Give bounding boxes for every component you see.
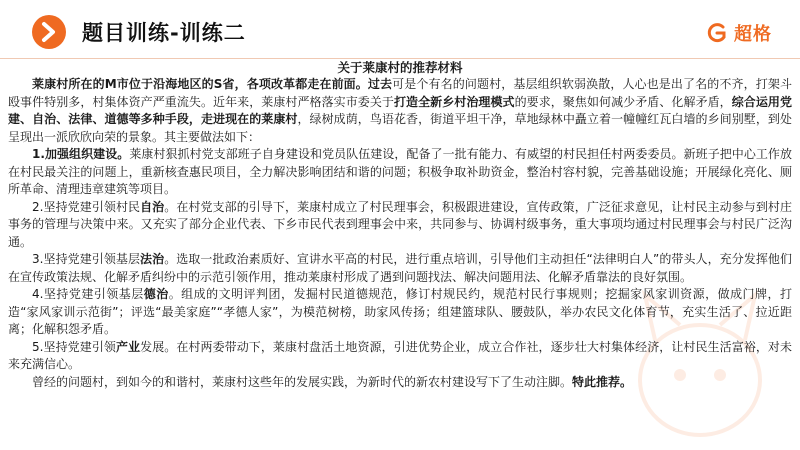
- item-3-paragraph: [8, 251, 792, 286]
- item-4-paragraph: [8, 286, 792, 339]
- item-2-text: 。在村党支部的引导下，莱康村成立了村民理事会，积极跟进建设，宣传政策，广泛征求意见，让村民主动参与到村庄事务的管理与决策中来。又充实了部分企业代表、下乡市民代表到理事会中来，共同参与、协调村级事务，重大事项均通过村民理事会与村民广泛沟通。: [8, 199, 792, 249]
- item-5-lead: 5.坚持党建引领: [32, 339, 116, 354]
- intro-bold-2: 综合运用党建、自治、法律、道德等多种手段，走进现在的莱康村: [8, 94, 792, 126]
- item-1-text: 莱康村狠抓村党支部班子自身建设和党员队伍建设，配备了一批有能力、有威望的村民担任村两委委员。新班子把中心工作放在村民最关注的问题上，重新核查惠民项目，全力解决影响团结和谐的问题；积极争取补助资金，整治村容村貌，完善基础设施；开展绿化亮化、厕所革命、清理违章建筑等项目。: [8, 147, 792, 196]
- item-3-text: 。选取一批政治素质好、宣讲水平高的村民，进行重点培训，引导他们主动担任“法律明白人”的带头人，充分发挥他们在宣传政策法规、化解矛盾纠纷中的示范引领作用，推动莱康村形成了遇到问题找法、解决问题用法、化解矛盾靠法的良好氛围。: [8, 252, 792, 284]
- closing-paragraph: [8, 374, 792, 392]
- item-1-lead: 1.加强组织建设。: [32, 147, 130, 161]
- intro-text-1: 可是个有名的问题村，基层组织软弱涣散，人心也是出了名的不齐，打架斗殴事件特别多，村集体资产严重流失。近年来，莱康村严格落实市委关于: [8, 77, 792, 109]
- intro-text-2: 的要求，聚焦如何减少矛盾、化解矛盾，: [514, 94, 732, 109]
- item-2-lead: 2.坚持党建引领村民: [32, 199, 141, 214]
- item-3-lead: 3.坚持党建引领基层: [32, 252, 141, 266]
- intro-bold-1: 打造全新乡村治理模式: [393, 94, 515, 109]
- closing-text: 曾经的问题村，到如今的和谐村，莱康村这些年的发展实践，为新时代的新农村建设写下了生动注脚。: [32, 374, 573, 389]
- item-5-key: 产业: [115, 339, 141, 354]
- item-2-paragraph: [8, 199, 792, 252]
- intro-lead: 莱康村所在的M市位于沿海地区的S省，各项改革都走在前面。过去: [32, 77, 393, 91]
- closing-recommend: 特此推荐。: [572, 374, 633, 389]
- item-4-lead: 4.坚持党建引领基层: [32, 287, 144, 301]
- item-3-key: 法治: [140, 252, 165, 266]
- page-title: 题目训练-训练二: [82, 21, 246, 45]
- item-5-text: 发展。在村两委带动下，莱康村盘活土地资源，引进优势企业，成立合作社，逐步壮大村集体经济，让村民生活富裕，对未来充满信心。: [8, 339, 792, 371]
- brand-name: 超格: [734, 24, 772, 45]
- intro-paragraph: [8, 76, 792, 146]
- arrow-right-icon: [32, 15, 66, 49]
- header-bar: [0, 0, 800, 60]
- document-body: [8, 59, 792, 391]
- item-4-key: 德治: [143, 287, 169, 301]
- brand-logo-icon: [706, 22, 728, 44]
- item-1-paragraph: [8, 146, 792, 199]
- brand: [706, 20, 772, 46]
- item-2-key: 自治: [140, 199, 165, 214]
- intro-text-3: ，绿树成荫，鸟语花香，街道平坦干净，草地绿林中矗立着一幢幢红瓦白墙的乡间别墅，到处呈现出一派欣欣向荣的景象。其主要做法如下：: [8, 112, 792, 144]
- item-4-text: 。组成的文明评判团，发掘村民道德规范，修订村规民约，规范村民行事规则；挖掘家风家训资源，做成门牌，打造“家风家训示范街”；评选“最美家庭”“孝德人家”，为模范树榜，助家风传扬；组建篮球队、腰鼓队，举办农民文化体育节，充实生活了、拉近距离；化解积怨矛盾。: [8, 287, 792, 336]
- document-title: 关于莱康村的推荐材料: [337, 60, 463, 75]
- item-5-paragraph: [8, 339, 792, 374]
